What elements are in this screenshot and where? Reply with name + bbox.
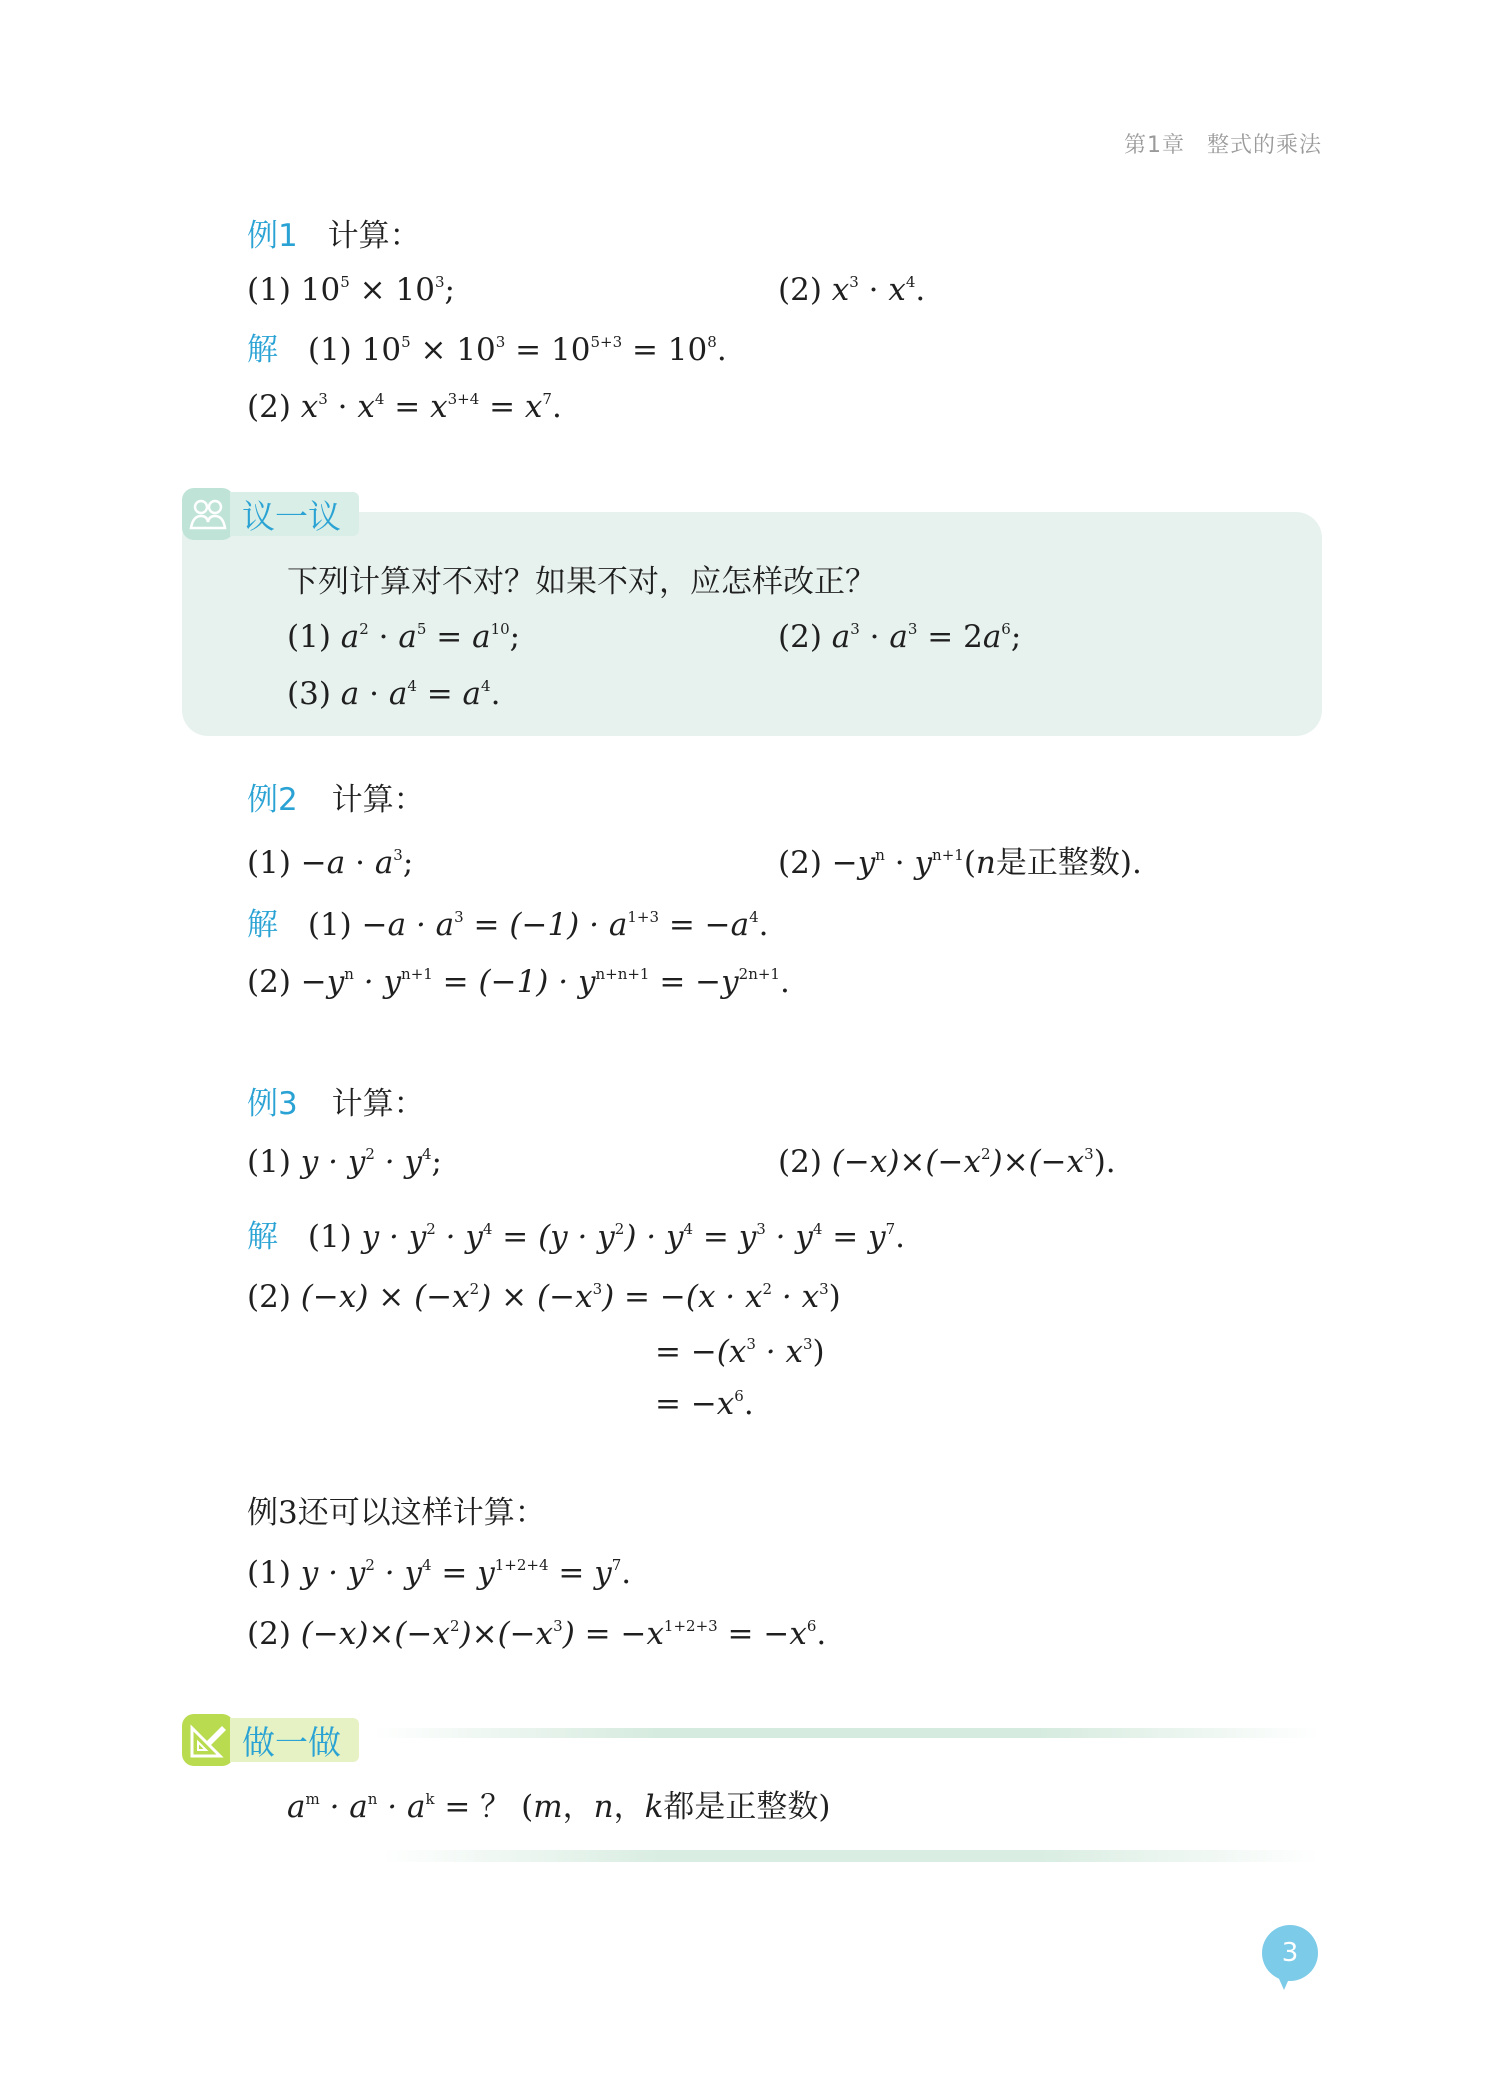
example-1-solution-2: (2) $x^3 \cdot x^4 = x^{3+4} = x^7$.: [247, 389, 562, 425]
example-label: 例1: [247, 218, 298, 254]
alternative-intro: 例3还可以这样计算：: [247, 1495, 546, 1531]
do-tag: [182, 1710, 359, 1770]
discuss-tag-label: 议一议: [230, 492, 359, 536]
example-3-solution-1: 解 (1) $y \cdot y^2 \cdot y^4 = (y \cdot y^2) \cdot y^4 = y^3 \cdot y^4 = y^7$.: [247, 1219, 906, 1255]
example-3-heading: 例3 计算：: [247, 1086, 425, 1122]
example-1-problem-1: (1) $10^5 \times 10^3$;: [247, 272, 455, 308]
example-1-solution-1: 解 (1) $10^5 \times 10^3 = 10^{5+3} = 10^8$.: [247, 332, 727, 368]
example-3-solution-2-line-2: = $-(x^3 \cdot x^3)$: [655, 1334, 825, 1370]
example-1-heading: [247, 216, 421, 256]
solution-label: 解: [247, 332, 278, 368]
people-group-icon: [182, 488, 234, 540]
example-3-problem-1: (1) $y \cdot y^2 \cdot y^4$;: [247, 1144, 442, 1180]
running-header: [1124, 128, 1322, 159]
alternative-2: (2) $(-x)\times(-x^2)\times(-x^3) = -x^{1+2+3} = -x^6$.: [247, 1616, 827, 1652]
example-3-problem-2: (2) $(-x)\times(-x^2)\times(-x^3)$.: [778, 1144, 1116, 1180]
example-2-problem-2: $(2) -y^n \cdot y^{n+1}(n$是正整数).: [778, 845, 1142, 881]
ruler-pencil-icon: [182, 1714, 234, 1766]
discuss-tag: [182, 484, 359, 544]
example-2-solution-2: $(2) -y^n \cdot y^{n+1} = (-1) \cdot y^{n+n+1} = -y^{2n+1}$.: [247, 964, 790, 1000]
discuss-item-2: (2) $a^3 \cdot a^3 = 2a^6$;: [778, 619, 1022, 655]
example-3-solution-2-line-3: = $-x^6$.: [655, 1386, 754, 1422]
example-2-heading: 例2 计算：: [247, 782, 425, 818]
do-tag-label: 做一做: [230, 1718, 359, 1762]
discuss-item-1: (1) $a^2 \cdot a^5 = a^{10}$;: [287, 619, 521, 655]
example-2-solution-1: 解 $(1) -a \cdot a^3 = (-1) \cdot a^{1+3} = -a^4$.: [247, 907, 769, 943]
discuss-question: 下列计算对不对？如果不对，应怎样改正？: [287, 564, 876, 600]
discuss-item-3: (3) $a \cdot a^4 = a^4$.: [287, 676, 501, 712]
chapter-number: 第1章: [1123, 133, 1185, 158]
chapter-title: 整式的乘法: [1206, 133, 1322, 158]
page-number: 3: [1281, 1938, 1299, 1968]
example-2-problem-1: $(1) -a \cdot a^3$;: [247, 845, 414, 881]
example-prompt: 计算：: [327, 218, 421, 254]
do-band-bottom: [380, 1850, 1320, 1862]
example-3-solution-2-line-1: (2) $(-x) \times (-x^2) \times (-x^3) = -(x \cdot x^2 \cdot x^3)$: [247, 1279, 841, 1315]
alternative-1: (1) $y \cdot y^2 \cdot y^4 = y^{1+2+4} = y^7$.: [247, 1555, 632, 1591]
page-number-tail: [1276, 1972, 1292, 1990]
do-question: $a^m \cdot a^n \cdot a^k$ = ？ (m，n，k都是正整数): [287, 1789, 831, 1825]
example-1-problem-2: (2) $x^3 \cdot x^4$.: [778, 272, 926, 308]
do-band-top: [372, 1728, 1322, 1738]
